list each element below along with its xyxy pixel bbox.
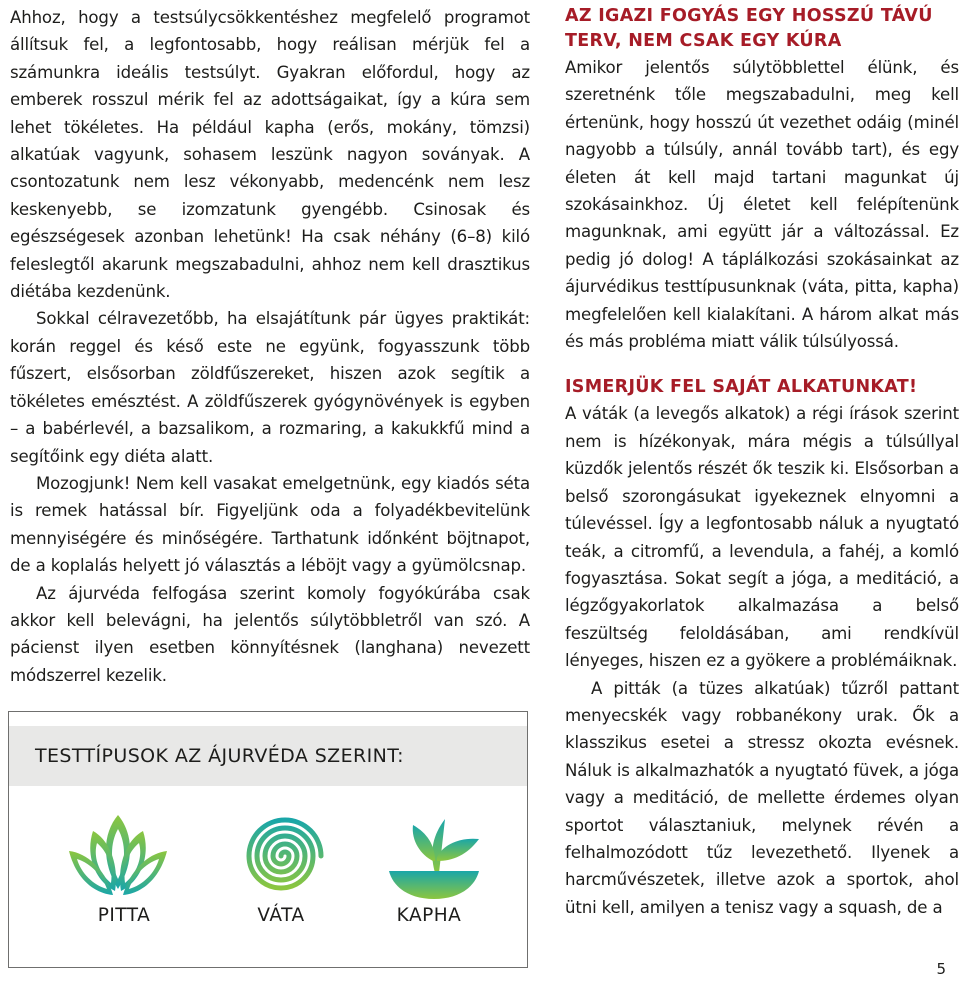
body-types-box xyxy=(8,711,528,968)
type-label-kapha: KAPHA xyxy=(396,905,462,926)
section-heading-long-term: AZ IGAZI FOGYÁS EGY HOSSZÚ TÁVÚ TERV, NEM CSAK EGY KÚRA xyxy=(565,6,933,51)
type-label-vata: VÁTA xyxy=(257,905,305,926)
intro-paragraph: Ahhoz, hogy a testsúlycsökkentéshez megfelelő programot állítsuk fel, a legfontosabb, hogy reálisan mérjük fel a számunkra ideális testsúlyt. Gyakran előfordul, hogy az emberek rosszul mérik fel az adottságaikat, így a kúra sem lehet tökéletes. Ha például kapha (erős, mokány, tömzsi) alkatúak vagyunk, sohasem leszünk nagyon soványak. A csontozatunk nem lesz vékonyabb, medencénk nem lesz keskenyebb, se izomzatunk gyengébb. Csinosak és egészségesek azonban lehetünk! Ha csak néhány (6–8) kiló feleslegtől akarunk megszabadulni, ahhoz nem kell drasztikus diétába kezdenünk. xyxy=(10,8,530,302)
ayurveda-paragraph: Az ájurvéda felfogása szerint komoly fogyókúrába csak akkor kell belevágni, ha jelentős súlytöbbletről van szó. A pácienst ilyen esetben könnyítésnek (langhana) nevezett módszerrel kezelik. xyxy=(10,583,530,685)
section-heading-body-type: ISMERJÜK FEL SAJÁT ALKATUNKAT! xyxy=(565,377,918,398)
right-column xyxy=(565,4,959,921)
box-title: TESTTÍPUSOK AZ ÁJURVÉDA SZERINT: xyxy=(9,726,527,786)
pitta-paragraph: A pitták (a tüzes alkatúak) tűzről pattant menyecskék vagy robbanékony urak. Ők a klasszikus esetei a stressz okozta evésnek. Náluk is alkalmazhatók a nyugtató füvek, a jóga vagy a meditáció, de mellette érdemes olyan sportot választaniuk, melynek révén a felhalmozódott tűz levezethető. Ilyenek a harcművészetek, illetve azok a sportok, ahol ütni kell, amilyen a tenisz vagy a squash, de a xyxy=(565,678,959,917)
left-column xyxy=(10,4,530,689)
type-label-pitta: PITTA xyxy=(97,905,151,926)
spiral-icon xyxy=(231,811,331,901)
long-term-paragraph: Amikor jelentős súlytöbblettel élünk, és szeretnénk tőle megszabadulni, meg kell értenünk, hogy hosszú út vezethet odáig (minél nagyobb a túlsúly, annál tovább tart), és egy életen át kell majd tartani magunkat új szokásainkhoz. Új életet kell felépítenünk magunknak, ami együtt jár a változással. Ez pedig jó dolog! A táplálkozási szokásainkat az ájurvédikus testtípusunknak (váta, pitta, kapha) megfelelően kell kialakítani. A három alkat más és más probléma miatt válik túlsúlyossá. xyxy=(565,58,959,352)
vata-paragraph: A váták (a levegős alkatok) a régi írások szerint nem is hízékonyak, mára mégis a túlsúllyal küzdők jelentős részét ők teszik ki. Elsősorban a belső szorongásukat igyekeznek elnyomni a túlevéssel. Így a legfontosabb náluk a nyugtató teák, a citromfű, a levendula, a fahéj, a komló fogyasztása. Sokat segít a jóga, a meditáció, a légzőgyakorlatok alkalmazása a belső feszültség feloldásában, ami rendkívül lényeges, hiszen ez a gyökere a problémáiknak. xyxy=(565,404,959,671)
tips-paragraph: Sokkal célravezetőbb, ha elsajátítunk pár ügyes praktikát: korán reggel és késő este ne együnk, fogyasszunk több fűszert, elsősorban zöldfűszereket, hiszen azok segítik a tökéletes emésztést. A zöldfűszerek gyógynövények is egyben – a babérlevél, a bazsalikom, a rozmaring, a kakukkfű mind a segítőink egy diéta alatt. xyxy=(10,309,530,466)
lotus-icon xyxy=(63,811,173,901)
page-number: 5 xyxy=(936,960,946,978)
sprout-bowl-icon xyxy=(379,811,489,901)
exercise-paragraph: Mozogjunk! Nem kell vasakat emelgetnünk, egy kiadós séta is remek hatással bír. Figyeljünk oda a folyadékbevitelünk mennyiségére és minőségére. Tarthatunk időnként böjtnapot, de a koplalás helyett jó választás a léböjt vagy a gyümölcsnap. xyxy=(10,473,530,576)
